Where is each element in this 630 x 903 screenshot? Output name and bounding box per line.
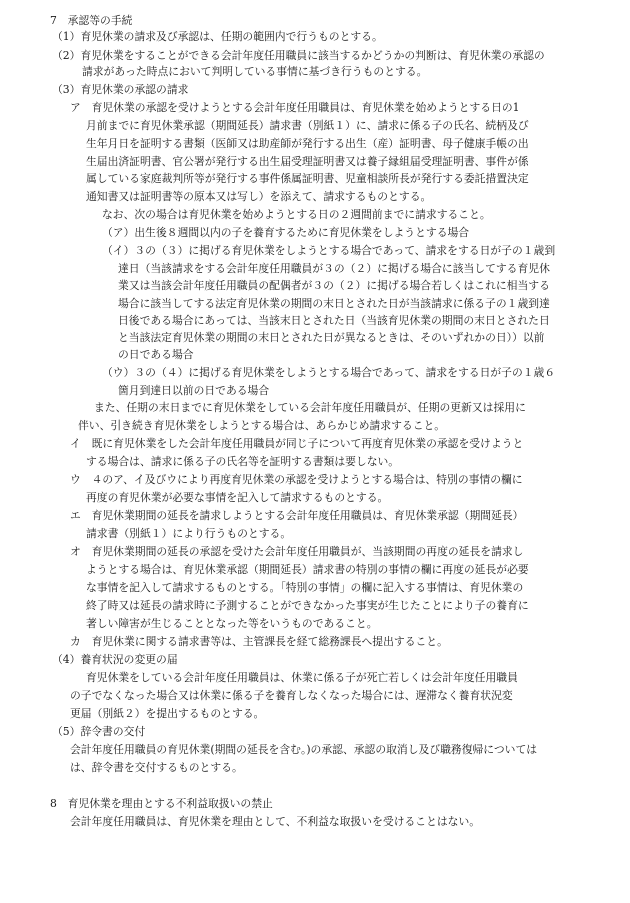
paragraph-i-line-1: イ 既に育児休業をした会計年度任用職員が同じ子について再度育児休業の承認を受けようと <box>70 437 524 450</box>
sub-item-i-line-5: 日後である場合にあっては、当該末日とされた日（当該育児休業の期間の末日とされた日 <box>118 314 550 327</box>
item-3-4-line-3: 更届（別紙２）を提出するものとする。 <box>70 707 265 720</box>
sub-item-i-line-3: 業又は当該会計年度任用職員の配偶者が３の（２）に掲げる場合若しくはこれに相当する <box>118 279 550 292</box>
section-8-heading: 8 育児休業を理由とする不利益取扱いの禁止 <box>50 797 273 810</box>
sub-item-u-line-2: 箇月到達日以前の日である場合 <box>118 384 270 397</box>
section-7-heading: 7 承認等の手続 <box>50 14 133 27</box>
paragraph-o-line-3: な事情を記入して請求するものとする。「特別の事情」の欄に記入する事情は、育児休業の <box>86 581 524 594</box>
sub-item-u-line-1: （ウ）３の（４）に掲げる育児休業をしようとする場合であって、請求をする日が子の１歳６ <box>102 366 556 379</box>
item-3-5-line-1: 会計年度任用職員の育児休業(期間の延長を含む。)の承認、承認の取消し及び職務復帰については <box>70 743 538 756</box>
item-3-5-line-2: は、辞令書を交付するものとする。 <box>70 761 243 774</box>
paragraph-a-note-line-2: 伴い、引き続き育児休業をしようとする場合は、あらかじめ請求すること。 <box>78 419 446 432</box>
sub-item-a: （ア）出生後８週間以内の子を養育するために育児休業をしようとする場合 <box>102 226 470 239</box>
paragraph-a-note-line-1: また、任期の末日までに育児休業をしている会計年度任用職員が、任期の更新又は採用に <box>94 401 526 414</box>
paragraph-a-line-6: 通知書又は証明書等の原本又は写し）を添えて、請求するものとする。 <box>86 190 432 203</box>
section-8-body: 会計年度任用職員は、育児休業を理由として、不利益な取扱いを受けることはない。 <box>70 815 481 828</box>
paragraph-e-line-1: エ 育児休業期間の延長を請求しようとする会計年度任用職員は、育児休業承認（期間延長） <box>70 509 524 522</box>
item-3-3-heading: （3）育児休業の承認の請求 <box>52 83 189 96</box>
sub-item-i-line-4: 場合に該当してする法定育児休業の期間の末日とされた日が当該請求に係る子の１歳到達 <box>118 297 550 310</box>
paragraph-a-line-5: 属している家庭裁判所等が発行する事件係属証明書、児童相談所長が発行する委託措置決定 <box>86 172 529 185</box>
item-3-5-heading: （5）辞令書の交付 <box>52 725 146 738</box>
item-3-4-line-2: の子でなくなった場合又は休業に係る子を養育しなくなった場合には、遅滞なく養育状況変 <box>70 689 513 702</box>
paragraph-e-line-2: 請求書（別紙１）により行うものとする。 <box>86 527 292 540</box>
sub-item-i-line-2: 達日（当該請求をする会計年度任用職員が３の（２）に掲げる場合に該当してする育児休 <box>118 262 550 275</box>
paragraph-a-line-4: 生届出済証明書、官公署が発行する出生届受理証明書又は養子縁組届受理証明書、事件が係 <box>86 155 529 168</box>
paragraph-o-line-4: 終了時又は延長の請求時に予測することができなかった事実が生じたことにより子の養育に <box>86 599 529 612</box>
paragraph-a-line-7: なお、次の場合は育児休業を始めようとする日の２週間前までに請求すること。 <box>102 208 491 221</box>
item-3-2-line-2: 請求があった時点において判明している事情に基づき行うものとする。 <box>82 65 428 78</box>
paragraph-i-line-2: する場合は、請求に係る子の氏名等を証明する書類は要しない。 <box>86 455 400 468</box>
sub-item-i-line-6: と当該法定育児休業の期間の末日とされた日が異なるときは、そのいずれかの日））以前 <box>118 331 545 344</box>
item-3-4-heading: （4）養育状況の変更の届 <box>52 653 178 666</box>
paragraph-o-line-1: オ 育児休業期間の延長の承認を受けた会計年度任用職員が、当該期間の再度の延長を請求し <box>70 545 524 558</box>
paragraph-o-line-5: 著しい障害が生じることとなった等をいうものであること。 <box>86 617 378 630</box>
sub-item-i-line-1: （イ）３の（３）に掲げる育児休業をしようとする場合であって、請求をする日が子の１歳到 <box>102 244 556 257</box>
paragraph-ka: カ 育児休業に関する請求書等は、主管課長を経て総務課長へ提出すること。 <box>70 635 448 648</box>
item-3-2-line-1: （2）育児休業をすることができる会計年度任用職員に該当するかどうかの判断は、育児休業の承認の <box>52 49 545 62</box>
paragraph-u-line-1: ウ ４のア、イ及びウにより再度育児休業の承認を受けようとする場合は、特別の事情の欄に <box>70 473 523 486</box>
paragraph-a-line-3: 生年月日を証明する書類（医師又は助産師が発行する出生（産）証明書、母子健康手帳の出 <box>86 137 529 150</box>
item-3-1: （1）育児休業の請求及び承認は、任期の範囲内で行うものとする。 <box>52 30 383 43</box>
paragraph-a-line-1: ア 育児休業の承認を受けようとする会計年度任用職員は、育児休業を始めようとする日の1 <box>70 101 520 114</box>
sub-item-i-line-7: の日である場合 <box>118 348 194 361</box>
item-3-4-line-1: 育児休業をしている会計年度任用職員は、休業に係る子が死亡若しくは会計年度任用職員 <box>86 671 518 684</box>
paragraph-o-line-2: ようとする場合は、育児休業承認（期間延長）請求書の特別の事情の欄に再度の延長が必要 <box>86 563 529 576</box>
paragraph-u-line-2: 再度の育児休業が必要な事情を記入して請求するものとする。 <box>86 491 389 504</box>
paragraph-a-line-2: 月前までに育児休業承認（期間延長）請求書（別紙１）に、請求に係る子の氏名、続柄及び <box>86 119 529 132</box>
